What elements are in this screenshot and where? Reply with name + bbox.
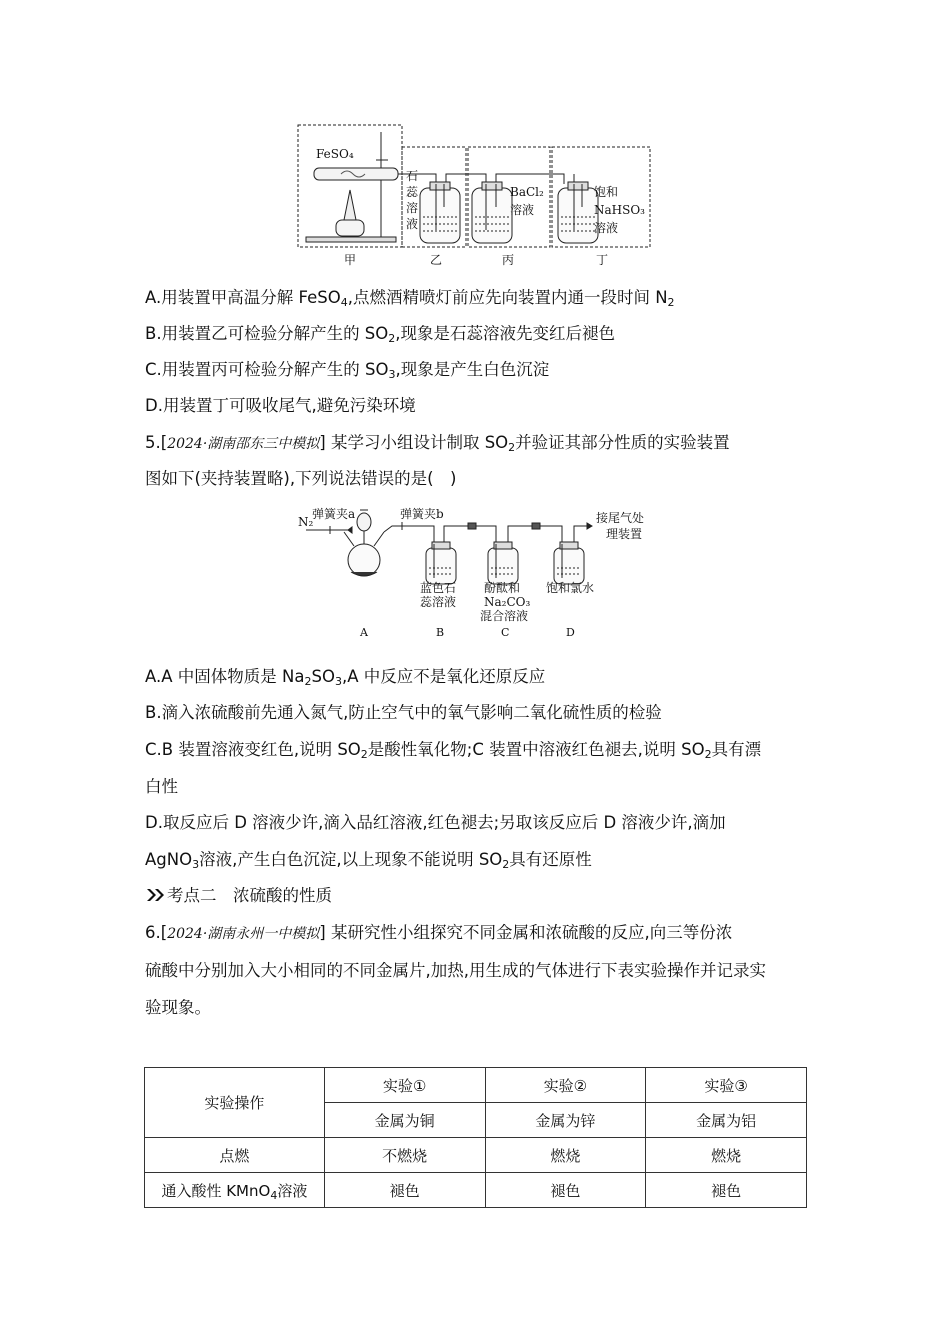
q4-option-c: C.用装置丙可检验分解产生的 $SO_3$,现象是产生白色沉淀 xyxy=(145,360,550,381)
metal-2: 金属为锌 xyxy=(485,1103,646,1138)
label-c1: 酚酞和 xyxy=(484,581,521,595)
section-heading xyxy=(145,885,332,907)
label-shi: 石 xyxy=(406,169,419,183)
label-clip-b: 弹簧夹b xyxy=(400,507,444,521)
header-exp-1: 实验① xyxy=(324,1068,485,1103)
label-rong: 溶 xyxy=(406,201,419,215)
apparatus-figure-2 xyxy=(296,500,666,642)
caption-ding: 丁 xyxy=(596,253,609,267)
experiment-table xyxy=(144,1067,807,1208)
metal-3: 金属为铝 xyxy=(646,1103,807,1138)
q6-stem-line3: 验现象。 xyxy=(145,998,211,1017)
result-cell: 褪色 xyxy=(324,1173,485,1208)
header-exp-2: 实验② xyxy=(485,1068,646,1103)
label-d: 饱和氯水 xyxy=(546,581,595,595)
label-baohe: 饱和 xyxy=(594,185,619,199)
label-b1: 蓝色石 xyxy=(420,581,457,595)
label-rui: 蕊 xyxy=(406,185,419,199)
q5-option-a: A.A 中固体物质是 $Na_2SO_3,A$ 中反应不是氧化还原反应 xyxy=(145,667,546,688)
caption-yi: 乙 xyxy=(430,253,443,267)
op-ignite: 点燃 xyxy=(145,1138,325,1173)
q5-option-b: B.滴入浓硫酸前先通入氮气,防止空气中的氧气影响二氧化硫性质的检验 xyxy=(145,703,662,722)
q5-option-d-line2: AgNO$_3$溶液,产生白色沉淀,以上现象不能说明 $SO_2$具有还原性 xyxy=(145,850,592,871)
q4-option-b: B.用装置乙可检验分解产生的 $SO_2$,现象是石蕊溶液先变红后褪色 xyxy=(145,324,616,345)
q5-option-d: D.取反应后 D 溶液少许,滴入品红溶液,红色褪去;另取该反应后 D 溶液少许,滴加 xyxy=(145,813,726,832)
q5-source: 2024·湖南邵东三中模拟 xyxy=(167,436,320,452)
caption-d: D xyxy=(566,626,575,639)
q5-stem-line1: 5.[2024·湖南邵东三中模拟] 某学习小组设计制取 $SO_2$并验证其部分性质的实验装置 xyxy=(145,433,730,454)
q6-source: 2024·湖南永州一中模拟 xyxy=(167,926,320,942)
double-chevron-icon xyxy=(145,888,167,902)
q4-option-a: A.用装置甲高温分解 FeSO$_4$,点燃酒精喷灯前应先向装置内通一段时间 $N_2$ xyxy=(145,288,675,309)
q6-stem-line2: 硫酸中分别加入大小相同的不同金属片,加热,用生成的气体进行下表实验操作并记录实 xyxy=(145,961,766,980)
label-nahso3: NaHSO₃ xyxy=(594,203,645,217)
caption-c: C xyxy=(501,626,510,639)
caption-a: A xyxy=(360,626,368,639)
q6-stem-line1: 6.[2024·湖南永州一中模拟] 某研究性小组探究不同金属和浓硫酸的反应,向三等份浓 xyxy=(145,923,733,942)
q5-option-c-line2: 白性 xyxy=(145,777,178,796)
q4-option-d: D.用装置丁可吸收尾气,避免污染环境 xyxy=(145,396,416,415)
label-ye: 液 xyxy=(406,217,419,231)
table-row xyxy=(145,1138,807,1173)
table-row xyxy=(145,1173,807,1208)
op-kmno4: 通入酸性 KMnO$_4$溶液 xyxy=(145,1173,325,1208)
section-title: 考点二 浓硫酸的性质 xyxy=(167,886,332,905)
result-cell: 燃烧 xyxy=(646,1138,807,1173)
caption-bing: 丙 xyxy=(502,253,515,267)
label-bacl2: BaCl₂ xyxy=(510,185,544,199)
header-operation: 实验操作 xyxy=(145,1068,325,1138)
label-nahso3-sol: 溶液 xyxy=(594,221,619,235)
label-bacl2-sol: 溶液 xyxy=(510,203,535,217)
header-exp-3: 实验③ xyxy=(646,1068,807,1103)
caption-jia: 甲 xyxy=(344,253,357,267)
result-cell: 不燃烧 xyxy=(324,1138,485,1173)
result-cell: 褪色 xyxy=(485,1173,646,1208)
label-c3: 混合溶液 xyxy=(480,609,529,623)
label-n2: N₂ xyxy=(298,515,314,529)
label-clip-a: 弹簧夹a xyxy=(312,507,356,521)
result-cell: 燃烧 xyxy=(485,1138,646,1173)
table-row xyxy=(145,1068,807,1103)
label-c2: Na₂CO₃ xyxy=(484,595,531,609)
q5-option-c: C.B 装置溶液变红色,说明 $SO_2$是酸性氧化物;C 装置中溶液红色褪去,说明 $SO_2$具有漂 xyxy=(145,740,762,761)
apparatus-figure-1 xyxy=(296,122,656,270)
label-tail2: 理装置 xyxy=(606,527,643,541)
label-feso4: FeSO₄ xyxy=(316,147,354,161)
result-cell: 褪色 xyxy=(646,1173,807,1208)
metal-1: 金属为铜 xyxy=(324,1103,485,1138)
label-b2: 蕊溶液 xyxy=(420,595,457,609)
label-tail1: 接尾气处 xyxy=(596,511,645,525)
q5-stem-line2: 图如下(夹持装置略),下列说法错误的是( ) xyxy=(145,469,457,488)
caption-b: B xyxy=(436,626,445,639)
